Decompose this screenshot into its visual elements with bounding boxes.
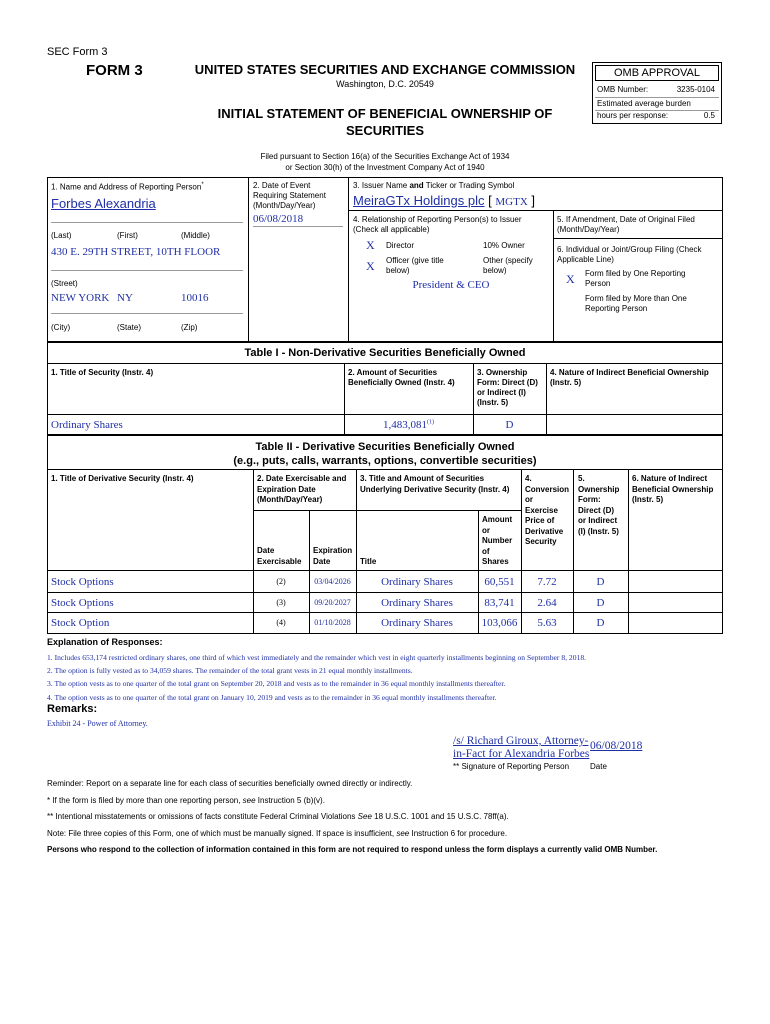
t2-col2-header: 2. Date Exercisable and Expiration Date (Month/Day/Year) (257, 474, 347, 504)
amendment-label: 5. If Amendment, Date of Original Filed (Month/Day/Year) (557, 215, 695, 234)
event-date: 06/08/2018 (253, 213, 304, 225)
event-date-label: 2. Date of Event Requiring Statement (Month/Day/Year) (253, 181, 326, 210)
signature-label: ** Signature of Reporting Person (453, 762, 570, 771)
t2-col5-header: 5. Ownership Form: Direct (D) or Indirect (I) (Instr. 5) (578, 474, 620, 536)
ten-percent-owner-label: 10% Owner (483, 241, 525, 250)
filed-pursuant: Filed pursuant to Section 16(a) of the Securities Exchange Act of 1934 or Section 30(h) of the Investment Company Act of 1940 (260, 152, 510, 172)
omb-approval-box (592, 62, 722, 124)
other-label: Other (specify below) (483, 256, 533, 275)
omb-burden-label: Estimated average burden (597, 99, 691, 108)
omb-title: OMB APPROVAL (595, 65, 719, 81)
issuer-label: 3. Issuer Name and Ticker or Trading Symbol (353, 181, 515, 190)
footer-notes: Reminder: Report on a separate line for each class of securities beneficially owned directly or indirectly. * If the form is filed by more than one reporting person, see Instruction 5 (b)(v). ** Intentional misstatements or omissions of facts constitute Federal Criminal Violations See 18 U.S.C. 1001 and 15 U.S.C. 78ff(a). Note: File three copies of this Form, one of which must be manually signed. If space is insufficient, see Instruction 6 for procedure. Persons who respond to the collection of information contained in this form are not required to respond unless the form displays a currently valid OMB Number. (47, 779, 658, 854)
officer-mark: X (366, 259, 375, 273)
sec-form-label: SEC Form 3 (47, 46, 108, 58)
signature-date: 06/08/2018 (590, 740, 643, 752)
reporting-person-name: Forbes Alexandria (51, 196, 156, 211)
date-label: Date (590, 762, 607, 771)
table-1-title: Table I - Non-Derivative Securities Beneficially Owned (244, 347, 526, 359)
ticker: MGTX (495, 196, 528, 208)
t1-col4-header: 4. Nature of Indirect Beneficial Ownership (Instr. 5) (550, 368, 709, 387)
city-value: NEW YORK (51, 292, 110, 304)
state-value: NY (117, 292, 133, 304)
street-address: 430 E. 29TH STREET, 10TH FLOOR (51, 246, 221, 258)
t2-col4-header: 4. Conversion or Exercise Price of Derivative Security (525, 474, 570, 546)
remarks-text: Exhibit 24 - Power of Attorney. (47, 719, 148, 728)
city-label: (City) (51, 323, 71, 332)
remarks-title: Remarks: (47, 703, 98, 715)
t2-col1-header: 1. Title of Derivative Security (Instr. 4) (51, 474, 194, 483)
filing-label: 6. Individual or Joint/Group Filing (Check Applicable Line) (557, 245, 702, 264)
middle-label: (Middle) (181, 231, 210, 240)
t1-col2-header: 2. Amount of Securities Beneficially Owned (Instr. 4) (348, 368, 455, 387)
commission-title: UNITED STATES SECURITIES AND EXCHANGE COMMISSION (194, 62, 576, 77)
list-item: 2. The option is fully vested as to 34,059 shares. The remainder of the total grant vests in 21 equal monthly installments. (47, 666, 413, 676)
t2-sub-title: Title (360, 557, 377, 566)
omb-number-value: 3235-0104 (676, 85, 715, 94)
form-title: FORM 3 (86, 62, 143, 79)
list-item: 4. The option vests as to one quarter of the total grant on January 10, 2019 and vests as to the remainder in 36 equal monthly installments thereafter. (47, 692, 497, 702)
t1-col1-header: 1. Title of Security (Instr. 4) (51, 368, 154, 377)
director-label: Director (386, 241, 415, 250)
filing-one-label: Form filed by One Reporting Person (585, 269, 686, 288)
t2-sub-date-exercisable: Date Exercisable (257, 546, 302, 566)
commission-location: Washington, D.C. 20549 (336, 79, 434, 89)
filing-one-mark: X (566, 272, 575, 286)
t1-row-amount: 1,483,081$^{(1)}$ (383, 419, 434, 431)
t2-sub-expiration: Expiration Date (313, 546, 353, 566)
director-mark: X (366, 238, 375, 252)
t2-col3-header: 3. Title and Amount of Securities Underlying Derivative Security (Instr. 4) (360, 474, 510, 494)
t1-row-form: D (505, 419, 514, 431)
state-label: (State) (117, 323, 142, 332)
first-label: (First) (117, 231, 138, 240)
omb-number-label: OMB Number: (597, 85, 649, 94)
t1-row-title: Ordinary Shares (51, 419, 123, 431)
last-label: (Last) (51, 231, 72, 240)
officer-label: Officer (give title below) (386, 256, 444, 275)
list-item: 1. Includes 653,174 restricted ordinary shares, one third of which vest immediately and the remainder which vest in eight quarterly installments beginning on September 8, 2018. (47, 653, 587, 662)
explanation-title: Explanation of Responses: (47, 637, 163, 647)
filing-more-label: Form filed by More than One Reporting Person (585, 294, 687, 313)
table-2-title: Table II - Derivative Securities Beneficially Owned (e.g., puts, calls, warrants, options, convertible securities) (233, 441, 537, 467)
omb-hours-label: hours per response: (597, 111, 669, 120)
statement-title: INITIAL STATEMENT OF BENEFICIAL OWNERSHIP OF SECURITIES (217, 106, 553, 138)
t2-sub-amount: Amount or Number of Shares (482, 515, 513, 566)
issuer-name-row: MeiraGTx Holdings plc [ MGTX ] (353, 193, 536, 208)
signature: /s/ Richard Giroux, Attorney- in-Fact for Alexandria Forbes (453, 735, 590, 760)
issuer-name: MeiraGTx Holdings plc (353, 193, 485, 208)
explanation-list (47, 651, 723, 704)
officer-title: President & CEO (412, 279, 490, 291)
list-item: 3. The option vests as to one quarter of the total grant on September 20, 2018 and vests as to the remainder in 36 equal monthly installments thereafter. (47, 679, 506, 689)
street-label: (Street) (51, 279, 78, 288)
omb-hours-value: 0.5 (703, 111, 715, 120)
reporting-person-label: 1. Name and Address of Reporting Person* (51, 182, 204, 192)
zip-value: 10016 (181, 292, 209, 304)
zip-label: (Zip) (181, 323, 198, 332)
t1-col3-header: 3. Ownership Form: Direct (D) or Indirect (I) (Instr. 5) (477, 368, 538, 407)
t2-col6-header: 6. Nature of Indirect Beneficial Ownership (Instr. 5) (632, 474, 714, 504)
relationship-label: 4. Relationship of Reporting Person(s) to Issuer (Check all applicable) (353, 215, 522, 234)
